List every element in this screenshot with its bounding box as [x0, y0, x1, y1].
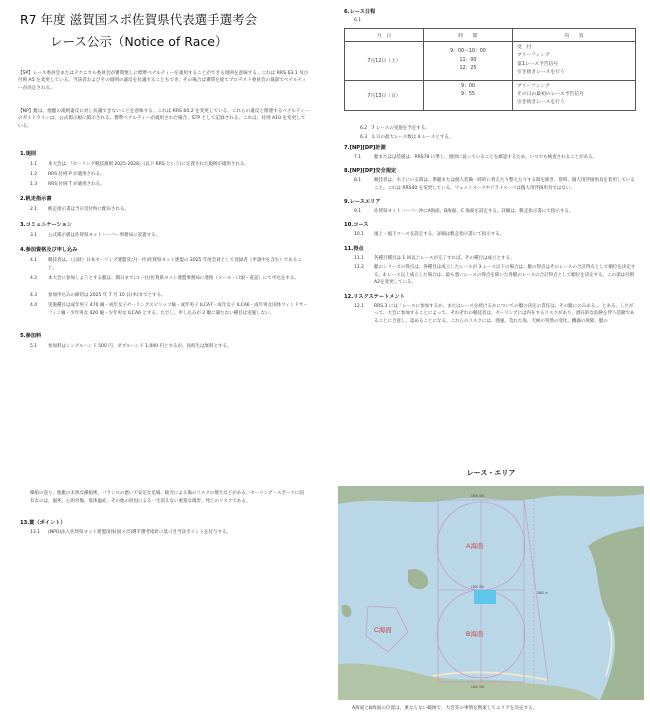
- item-text: 帆走指示書は当日受付時に配布される。: [48, 207, 129, 213]
- intro-sp-paragraph: 【SP】レース委員会またはテクニカル委員会が審問無しに標準ペナルティーを適用することができる規則を意味する。これは RRS 63.1 及び 付則 A5 を変更している。当該者およびその規則の違反を抗議することもでき、その場合は審問を経てプロテスト委員会の裁量でペナルティーが決定される。: [18, 71, 309, 91]
- item-number: 1.3: [30, 181, 38, 187]
- item-number: 1.2: [30, 171, 38, 177]
- section-heading: 5.参加料: [20, 332, 42, 339]
- schedule-time: 9：00: [461, 83, 475, 89]
- schedule-contents: [513, 42, 636, 81]
- item-number: 4.4: [30, 303, 38, 309]
- item-number: 4.1: [30, 258, 38, 263]
- section-heading: 3.コミュニケーション: [20, 221, 72, 228]
- item-text: 各種目種目は 1 回以上レースが完了すれば、その種目は成立とする。: [374, 255, 515, 261]
- schedule-content: その日の最初のレース予告信号: [517, 91, 584, 97]
- section-heading: 1.規則: [20, 151, 36, 157]
- race-area-caption: A海面とB海面の位置は、重ならない範囲で、大会等の事情を勘案してエリアを決定する。: [352, 706, 538, 711]
- schedule-content: ブリーフィング: [517, 83, 550, 89]
- schedule-header-content: 内 容: [513, 29, 636, 42]
- section-heading: 4.参加資格及び申し込み: [20, 247, 78, 253]
- schedule-row: [345, 42, 636, 81]
- document-page-2: [332, 0, 650, 445]
- section-heading-schedule: 6.レース日程: [344, 9, 376, 15]
- schedule-time: [428, 99, 508, 107]
- schedule-date: 7月12日（土）: [345, 42, 424, 81]
- section-heading: 11.得点: [344, 245, 364, 252]
- item-text: RRS 付則 P が適用される。: [48, 171, 105, 177]
- schedule-content: 第1レース予告信号: [517, 61, 559, 67]
- schedule-contents: [513, 80, 636, 110]
- item-text: 本大会に参加しようとする艇は、期日までに(一社)佐賀県ヨット連盟事務局に連絡（メール・口頭・電話）にて申込をする。: [48, 275, 299, 281]
- dimension-label-mid: 1500 300: [471, 585, 485, 589]
- schedule-time: 11：00: [459, 57, 477, 63]
- item-number: 12.1: [354, 303, 365, 309]
- item-text: 参加申込みの締切は 2025 年 7 月 10 日(木)までとする。: [48, 293, 166, 299]
- item-number: 10.1: [354, 232, 365, 238]
- item-text: 佐賀県ヨットハーバー沖にA海面、B海面、C 海面を設定する。詳細は、帆走指示書にて指示する。: [374, 209, 574, 215]
- schedule-header-time: 時 間: [424, 29, 513, 42]
- section-heading: 10.コース: [344, 222, 369, 229]
- schedule-time: 9：00〜10：00: [450, 49, 486, 55]
- document-page-3: [0, 452, 322, 720]
- item-number: 11.1: [354, 255, 365, 261]
- schedule-note-6-3: 6.3 1 日の最大レース数は 4 レースとする。: [360, 135, 454, 140]
- item-text: 実施種目は成年男子 470 級・成年女子セーリングスピリッツ級・成年男子 ILCA7・成年女子 ILCA6・成年男女国体ウィンドサーフィン級・少年男女 420 級・少年男女 ILCA6 とする。ただし、申し込みが 2 艇に満たない種目は実施しない。: [48, 303, 308, 316]
- item-text: 艇のシリーズの得点は、各種目は成立したレースが 3 レース以下の場合は、艇の得点はそのレースの合計得点として順位を決定する。4 レース以上成立した場合は、最も悪いレースの得点を除いた各艇のレースの合計得点として順位を決定する。この項は付則A2を変更している。: [374, 265, 636, 286]
- item-text: 参加料はシングルハンド 500 円、ダブルハンド 1,000 円とするが、高校生は無料とする。: [48, 343, 232, 349]
- item-number: 4.3: [30, 293, 38, 299]
- schedule-content: 引き続きレースを行う: [517, 100, 565, 106]
- item-number: 8.1: [354, 178, 362, 184]
- item-number: 11.2: [354, 265, 365, 271]
- schedule-time: 12：25: [459, 65, 477, 71]
- section-heading: 9.レースエリア: [344, 199, 381, 206]
- schedule-times: [424, 80, 513, 110]
- schedule-date: 7月13日（日）: [345, 80, 424, 110]
- schedule-header-date: 月 日: [345, 29, 424, 42]
- item-text: 競技者は、（公財）日本セーリング連盟及び(一社)佐賀県ヨット連盟の 2025 年度会員として登録者（申請中を含む）であること。: [48, 258, 302, 271]
- document-title-line1: R7 年度 滋賀国スポ佐賀県代表選手選考会: [20, 12, 258, 27]
- area-c-label: C海面: [374, 627, 392, 634]
- schedule-header-row: [345, 29, 636, 42]
- item-number: 2.1: [30, 207, 38, 213]
- item-text: 風上・風下コースを設定する。詳細は帆走指示書にて指示する。: [374, 232, 505, 238]
- item-text: 公式掲示板は佐賀県ヨットハーバー事務局に設置する。: [48, 232, 161, 238]
- dimension-label-top: 1500 300: [471, 494, 485, 498]
- item-number: 5.1: [30, 343, 38, 349]
- schedule-content: 受 付: [517, 45, 532, 50]
- dimension-label-bottom: 1500 300: [471, 685, 485, 689]
- item-text: RRS 3 には「レースに参加するか、またはレースを続けるかについての艇の決定の責任は、その艇にのみある。」とある。したがって、大会に参加することによって、それぞれの競技者は、セーリングには内在するリスクがあり、潜在的な危険を伴う活動であることに合意し、認めることになる。これらのリスクには、強風、荒れた海、天候の突然の変化、機器の故障、艇の: [374, 303, 635, 325]
- item-text: RRS 付則 T が適用される。: [48, 181, 105, 187]
- section-heading-awards: 13.賞（ポイント）: [20, 520, 66, 526]
- race-area-title: レース・エリア: [466, 469, 516, 477]
- document-page-4: [332, 452, 650, 720]
- document-page-1: [0, 0, 322, 445]
- schedule-time: 9：55: [461, 91, 475, 97]
- race-area-map: [338, 486, 644, 700]
- section-heading: 12.リスクステートメント: [344, 293, 405, 300]
- schedule-row: [345, 80, 636, 110]
- schedule-times: [424, 42, 513, 81]
- risk-statement-continuation: 操船の誤り、他艇の未熟な操船術、バランスの悪い不安定な足場、疲労による傷のリスクの増大などがある。セーリング・スポーツに固有なのは、溺死、心的外傷、低体温症、その他の原因による一生消えない重篤な傷害、死亡のリスクである。: [30, 491, 304, 504]
- schedule-note-6-2: 6.2 7 レースの実施を予定する。: [360, 126, 430, 131]
- start-zone: [474, 590, 496, 604]
- schedule-table: [344, 28, 636, 111]
- section-heading: 2.帆走指示書: [20, 196, 52, 203]
- section-heading: 8.[NP][DP]安全規定: [344, 168, 397, 175]
- item-number: 4.2: [30, 275, 38, 281]
- item-number: 9.1: [354, 209, 362, 215]
- area-b-label: B海面: [466, 631, 484, 638]
- item-text: 本大会は、『セーリング競技規則 2025-2028』(以下 RRS という)に定義された規則が適用される。: [48, 162, 249, 167]
- schedule-content: ブリーフィング: [517, 53, 550, 59]
- item-number: 3.1: [30, 232, 38, 238]
- item-text: 競技者は、水上にいる間は、系艇または個人装備一時的に替えたり整えたりする間を除き、常時、個人用浮揚用具を着用していること。これは RRS40 を変更している。ウェットスーツやドライスーツは個人用浮揚用具ではない。: [374, 178, 635, 191]
- area-a-label: A海面: [466, 543, 484, 550]
- section-heading: 7.[NP][DP]計測: [344, 145, 386, 151]
- schedule-content: 引き続きレースを行う: [517, 70, 565, 76]
- item-number: 13.1: [30, 530, 41, 535]
- item-text: 艇またはは装備は、RRS78 に準じ、規則に従っていることを確認するため、いつでも検査されることがある。: [374, 155, 598, 160]
- dimension-label-side: 3800 m: [537, 591, 548, 595]
- intro-np-paragraph: 【NP】艇は、他艇の規則違反に対し抗議できないことを意味する。これは RRS 60.2 を変更している。これらの違反と関連するペナルティーのガイドラインは、公式掲示板に掲示される。標準ペナルティーが適用された場合、STP として記録される。これは、付則 A10 を変更している。: [18, 109, 310, 129]
- schedule-subnumber: 6.1: [354, 18, 362, 23]
- document-title-line2: レース公示（Notice of Race）: [50, 34, 228, 49]
- item-number: 1.1: [30, 162, 38, 167]
- item-number: 7.1: [354, 155, 362, 160]
- item-text: (NPO)法人佐賀県ヨット連盟国体(国スポ)選手選考指針に基づき当該ポイントを付与する。: [48, 530, 232, 535]
